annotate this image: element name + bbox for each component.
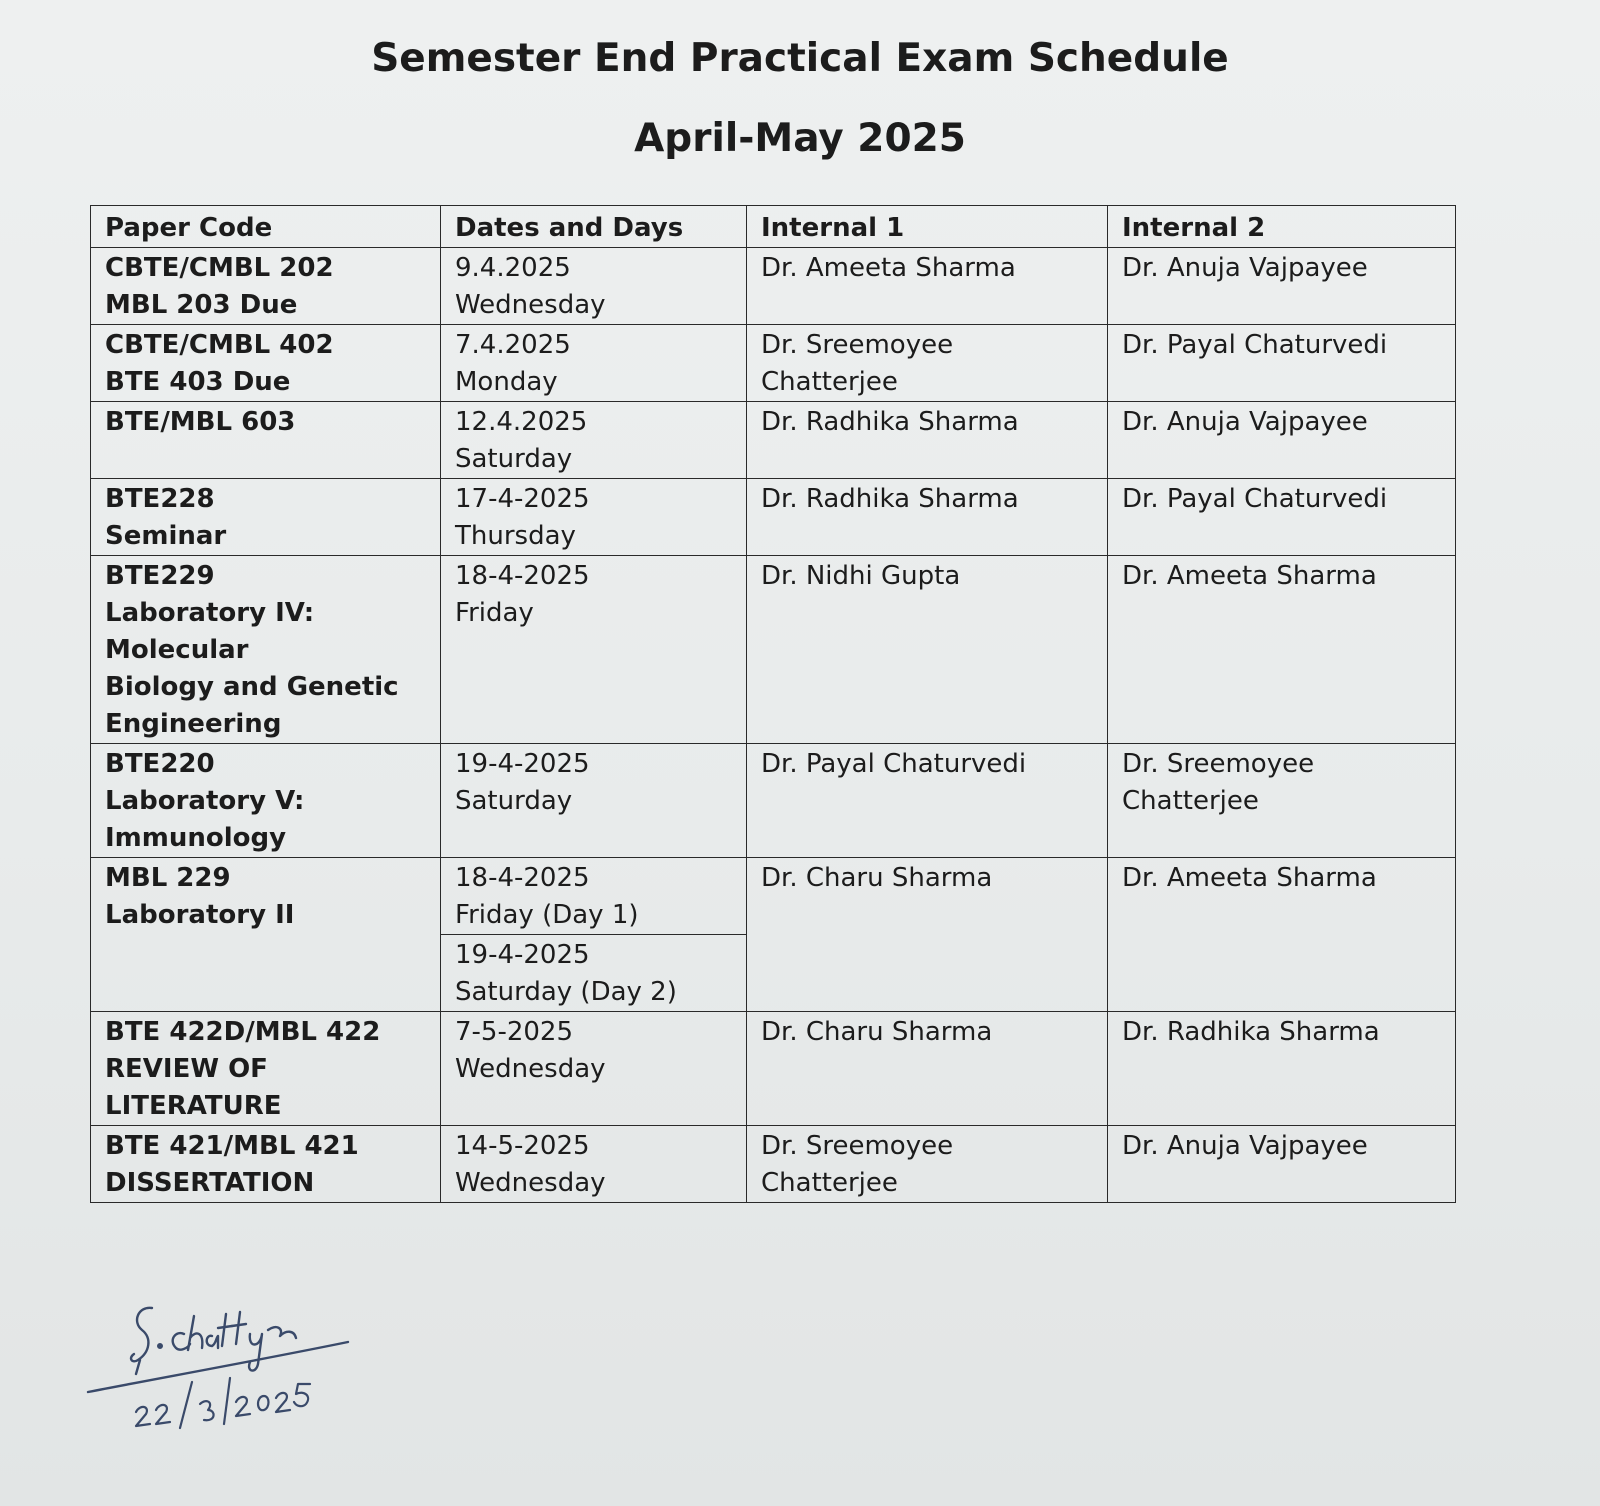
paper-code-line: Laboratory II [105, 900, 295, 930]
table-row [91, 325, 1456, 402]
paper-code-cell [91, 325, 441, 402]
paper-code-line: Engineering [105, 709, 282, 739]
header-paper-code: Paper Code [91, 206, 441, 248]
paper-code-line: Immunology [105, 823, 287, 853]
paper-code-line: DISSERTATION [105, 1168, 315, 1198]
exam-schedule-table [90, 205, 1456, 1203]
exam-day: Friday [455, 598, 534, 628]
date-cell [441, 1126, 747, 1203]
exam-date: 18-4-2025 [455, 561, 590, 591]
handwritten-signature [80, 1300, 380, 1450]
table-header-row [91, 206, 1456, 248]
table-row [91, 1126, 1456, 1203]
paper-code-cell [91, 556, 441, 744]
paper-code-line: MBL 229 [105, 863, 231, 893]
exam-day: Thursday [455, 521, 576, 551]
paper-code-line: BTE 421/MBL 421 [105, 1131, 359, 1161]
date-cell [441, 556, 747, 744]
date-cell [441, 744, 747, 858]
exam-day: Wednesday [455, 1168, 606, 1198]
paper-code-line: Seminar [105, 521, 227, 551]
table-row [91, 479, 1456, 556]
table-row [91, 402, 1456, 479]
date-cell [441, 935, 747, 1012]
paper-code-line: BTE/MBL 603 [105, 407, 296, 437]
date-cell [441, 479, 747, 556]
exam-day: Monday [455, 367, 558, 397]
exam-day: Saturday [455, 786, 573, 816]
paper-code-cell [91, 1126, 441, 1203]
date-cell [441, 325, 747, 402]
table-row [91, 744, 1456, 858]
table-row [91, 1012, 1456, 1126]
paper-code-line: BTE 422D/MBL 422 [105, 1017, 381, 1047]
exam-date: 7-5-2025 [455, 1017, 574, 1047]
paper-code-cell [91, 402, 441, 479]
date-cell [441, 1012, 747, 1126]
exam-date: 18-4-2025 [455, 863, 590, 893]
paper-code-line: CBTE/CMBL 402 [105, 330, 334, 360]
internal-2-name: Dr. Anuja Vajpayee [1122, 407, 1368, 437]
exam-day: Saturday (Day 2) [455, 977, 677, 1007]
paper-code-line: BTE 403 Due [105, 367, 291, 397]
paper-code-line: REVIEW OF LITERATURE [105, 1054, 282, 1121]
internal-2-name: Dr. Payal Chaturvedi [1122, 330, 1388, 360]
paper-code-cell [91, 744, 441, 858]
paper-code-cell [91, 858, 441, 1012]
exam-date: 9.4.2025 [455, 253, 571, 283]
paper-code-line: MBL 203 Due [105, 290, 298, 320]
internal-1-cell: Dr. Radhika Sharma [747, 479, 1108, 556]
internal-2-name: Chatterjee [1122, 786, 1259, 816]
internal-2-cell [1108, 1012, 1456, 1126]
paper-code-line: BTE229 [105, 561, 215, 591]
internal-2-name: Dr. Anuja Vajpayee [1122, 253, 1368, 283]
exam-date: 7.4.2025 [455, 330, 571, 360]
header-dates-and-days: Dates and Days [441, 206, 747, 248]
document-title: Semester End Practical Exam Schedule [371, 36, 1229, 81]
internal-1-cell: Dr. Radhika Sharma [747, 402, 1108, 479]
internal-2-cell [1108, 248, 1456, 325]
paper-code-cell [91, 479, 441, 556]
date-cell [441, 402, 747, 479]
internal-2-cell [1108, 479, 1456, 556]
internal-2-cell [1108, 556, 1456, 744]
paper-code-line: Biology and Genetic [105, 672, 399, 702]
header-internal-2: Internal 2 [1108, 206, 1456, 248]
internal-2-cell [1108, 402, 1456, 479]
internal-1-cell: Dr. Charu Sharma [747, 1012, 1108, 1126]
internal-1-cell: Dr. Nidhi Gupta [747, 556, 1108, 744]
paper-code-line: Laboratory V: [105, 786, 305, 816]
internal-2-name: Dr. Ameeta Sharma [1122, 863, 1377, 893]
exam-date: 14-5-2025 [455, 1131, 590, 1161]
header-internal-1: Internal 1 [747, 206, 1108, 248]
paper-code-cell [91, 1012, 441, 1126]
exam-date: 19-4-2025 [455, 940, 590, 970]
internal-1-cell: Dr. Charu Sharma [747, 858, 1108, 1012]
paper-code-line: Laboratory IV: Molecular [105, 598, 315, 665]
internal-2-name: Dr. Payal Chaturvedi [1122, 484, 1388, 514]
date-cell [441, 248, 747, 325]
internal-1-cell: Dr. Ameeta Sharma [747, 248, 1108, 325]
internal-2-name: Dr. Anuja Vajpayee [1122, 1131, 1368, 1161]
internal-2-name: Dr. Ameeta Sharma [1122, 561, 1377, 591]
paper-code-line: CBTE/CMBL 202 [105, 253, 334, 283]
exam-date: 12.4.2025 [455, 407, 588, 437]
table-row [91, 248, 1456, 325]
internal-1-cell: Dr. Sreemoyee Chatterjee [747, 325, 1108, 402]
date-cell [441, 858, 747, 935]
internal-1-cell: Dr. Sreemoyee Chatterjee [747, 1126, 1108, 1203]
internal-2-cell [1108, 1126, 1456, 1203]
exam-day: Saturday [455, 444, 573, 474]
exam-day: Wednesday [455, 1054, 606, 1084]
internal-2-cell [1108, 744, 1456, 858]
document-subtitle: April-May 2025 [634, 116, 966, 161]
internal-2-cell [1108, 325, 1456, 402]
exam-day: Friday (Day 1) [455, 900, 639, 930]
exam-day: Wednesday [455, 290, 606, 320]
paper-code-cell [91, 248, 441, 325]
internal-2-cell [1108, 858, 1456, 1012]
paper-code-line: BTE228 [105, 484, 215, 514]
exam-date: 17-4-2025 [455, 484, 590, 514]
internal-2-name: Dr. Radhika Sharma [1122, 1017, 1380, 1047]
exam-date: 19-4-2025 [455, 749, 590, 779]
table-row [91, 858, 1456, 935]
internal-1-cell: Dr. Payal Chaturvedi [747, 744, 1108, 858]
table-row [91, 556, 1456, 744]
internal-2-name: Dr. Sreemoyee [1122, 749, 1315, 779]
paper-code-line: BTE220 [105, 749, 215, 779]
